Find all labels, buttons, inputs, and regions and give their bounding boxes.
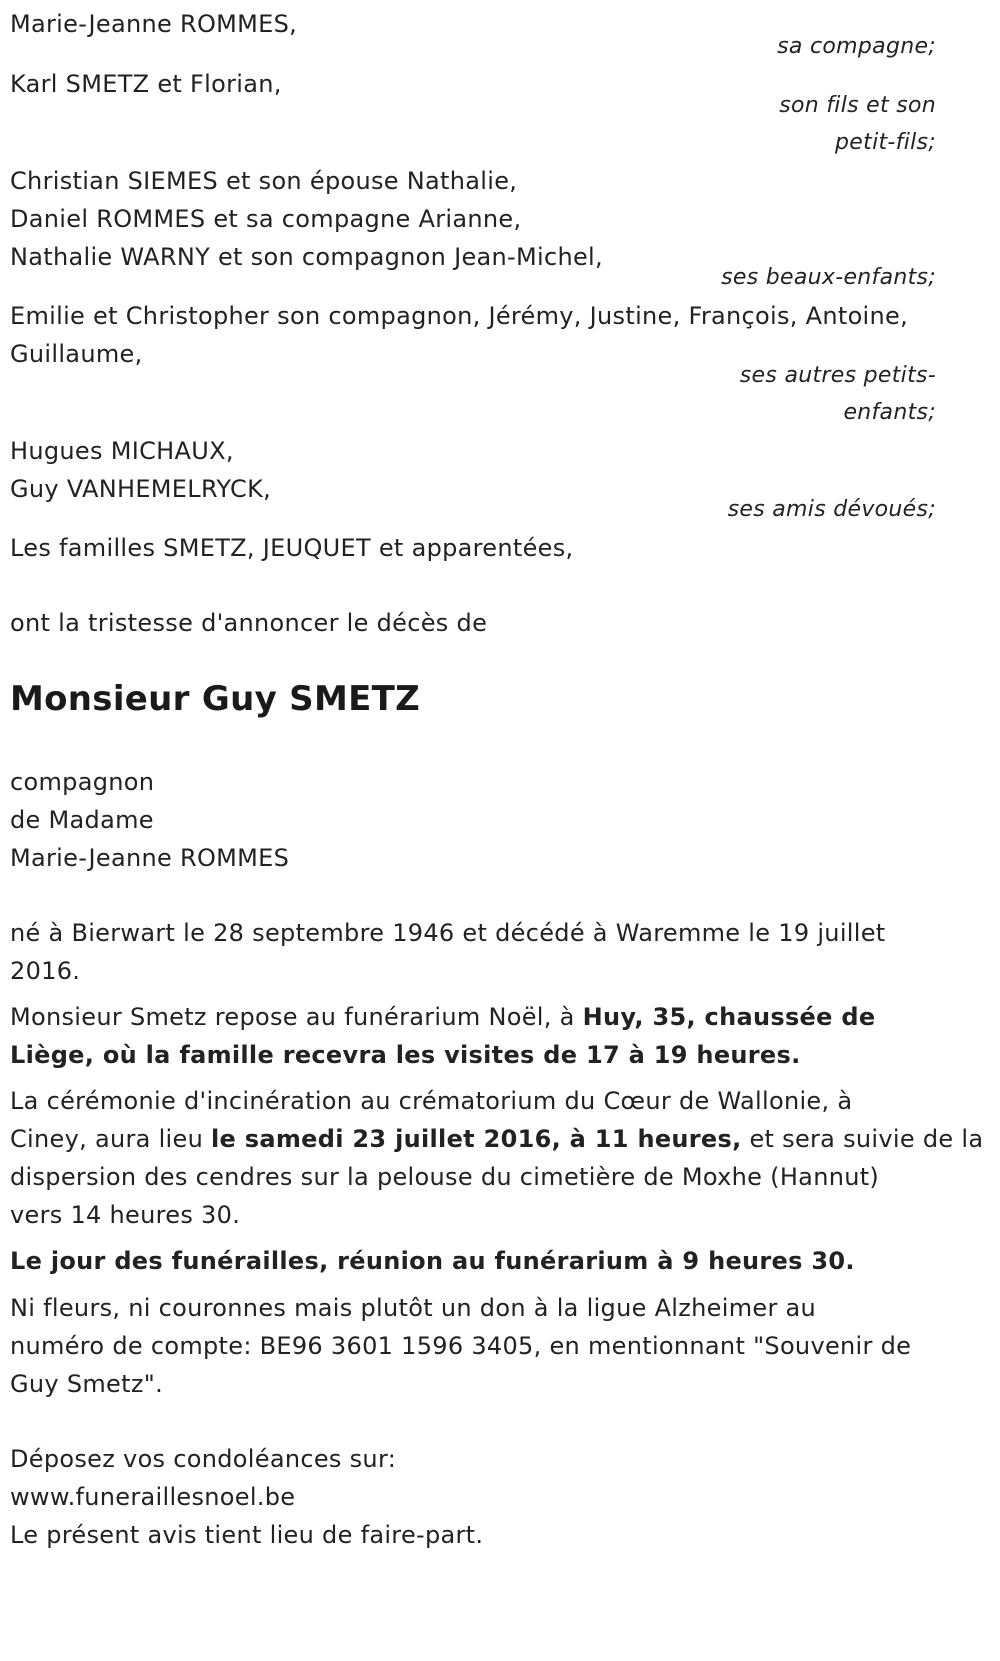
companion-name: Marie-Jeanne ROMMES, — [10, 10, 298, 38]
companion-role: sa compagne; — [777, 34, 936, 59]
stepchildren-role: ses beaux-enfants; — [721, 265, 936, 290]
deceased-name: Monsieur Guy SMETZ — [10, 679, 421, 719]
friends-role: ses amis dévoués; — [727, 497, 936, 522]
condolences-label: Déposez vos condoléances sur: — [10, 1445, 397, 1473]
ceremony-line4: vers 14 heures 30. — [10, 1201, 241, 1229]
flowers-line3: Guy Smetz". — [10, 1370, 163, 1398]
families-line: Les familles SMETZ, JEUQUET et apparentées, — [10, 534, 574, 562]
relation-line1: compagnon — [10, 768, 155, 796]
ceremony-location: Ciney, aura lieu — [10, 1125, 212, 1153]
relation-line2: de Madame — [10, 806, 154, 834]
ceremony-line1: La cérémonie d'incinération au crématorium du Cœur de Wallonie, à — [10, 1087, 853, 1115]
grandchildren-line2: Guillaume, — [10, 340, 143, 368]
birth-death-line1: né à Bierwart le 28 septembre 1946 et décédé à Waremme le 19 juillet — [10, 919, 886, 947]
repose-line2 — [10, 1039, 801, 1071]
son-role-line2: petit-fils; — [835, 130, 936, 155]
repose-line1 — [10, 1001, 875, 1033]
stepchild-2: Daniel ROMMES et sa compagne Arianne, — [10, 205, 522, 233]
funeral-day-line: Le jour des funérailles, réunion au funérarium à 9 heures 30. — [10, 1247, 855, 1275]
condolences-website: www.funeraillesnoel.be — [10, 1483, 296, 1511]
ceremony-line2 — [10, 1123, 983, 1155]
repose-address: Huy, 35, chaussée de — [582, 1003, 876, 1031]
ceremony-continuation: et sera suivie de la — [741, 1125, 984, 1153]
repose-visits: Liège, où la famille recevra les visites de 17 à 19 heures. — [10, 1041, 801, 1069]
birth-death-line2: 2016. — [10, 957, 81, 985]
announcement-intro: ont la tristesse d'annoncer le décès de — [10, 609, 488, 637]
friend-2: Guy VANHEMELRYCK, — [10, 475, 272, 503]
ceremony-line3: dispersion des cendres sur la pelouse du cimetière de Moxhe (Hannut) — [10, 1163, 880, 1191]
repose-text: Monsieur Smetz repose au funérarium Noël, à — [10, 1003, 583, 1031]
grandchildren-role-line1: ses autres petits- — [739, 363, 936, 388]
faire-part-notice: Le présent avis tient lieu de faire-part. — [10, 1521, 484, 1549]
grandchildren-line1: Emilie et Christopher son compagnon, Jérémy, Justine, François, Antoine, — [10, 302, 909, 330]
flowers-line1: Ni fleurs, ni couronnes mais plutôt un don à la ligue Alzheimer au — [10, 1294, 817, 1322]
son-role-line1: son fils et son — [779, 93, 936, 118]
flowers-line2: numéro de compte: BE96 3601 1596 3405, en mentionnant "Souvenir de — [10, 1332, 912, 1360]
stepchild-1: Christian SIEMES et son épouse Nathalie, — [10, 167, 518, 195]
friend-1: Hugues MICHAUX, — [10, 437, 234, 465]
ceremony-date: le samedi 23 juillet 2016, à 11 heures, — [211, 1125, 742, 1153]
son-names: Karl SMETZ et Florian, — [10, 70, 282, 98]
relation-line3: Marie-Jeanne ROMMES — [10, 844, 290, 872]
grandchildren-role-line2: enfants; — [843, 400, 936, 425]
stepchild-3: Nathalie WARNY et son compagnon Jean-Michel, — [10, 243, 603, 271]
